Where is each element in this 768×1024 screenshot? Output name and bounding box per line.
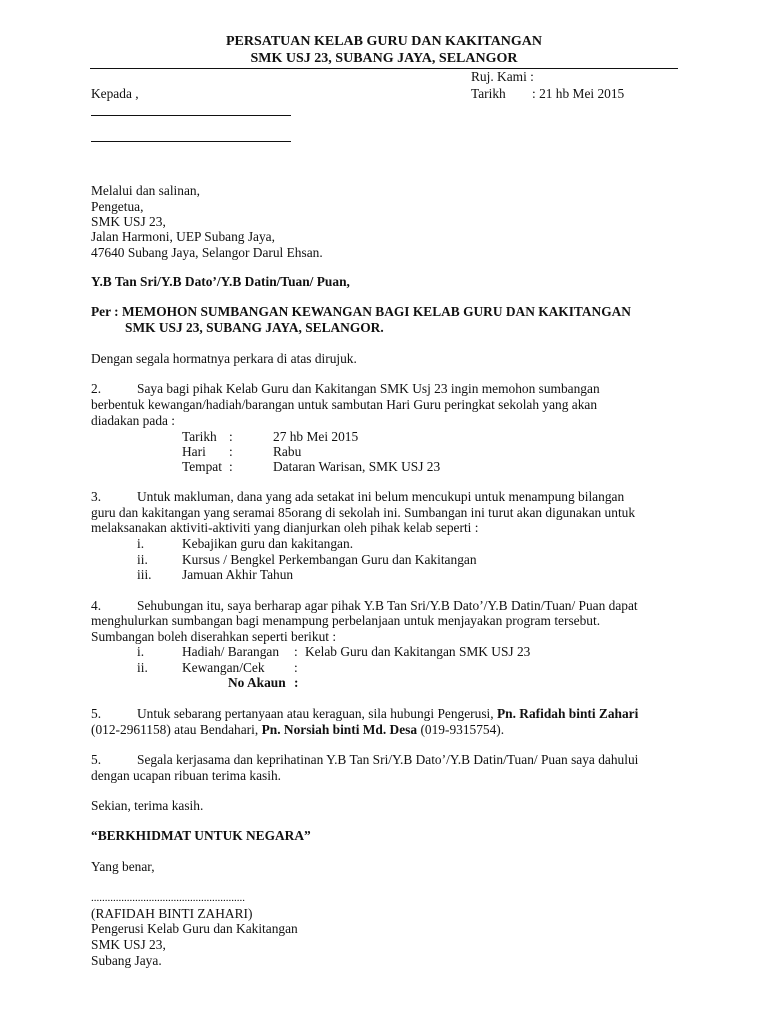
- salutation: Y.B Tan Sri/Y.B Dato’/Y.B Datin/Tuan/ Puan,: [91, 274, 350, 289]
- via-intro: Melalui dan salinan,: [91, 183, 200, 198]
- ref-ruj: Ruj. Kami :: [471, 69, 534, 84]
- signatory-school: SMK USJ 23,: [91, 937, 166, 952]
- treasurer-phone: (019-9315754).: [420, 722, 505, 737]
- subject-line2: SMK USJ 23, SUBANG JAYA, SELANGOR.: [125, 320, 384, 335]
- list-number: ii.: [137, 660, 148, 675]
- para5b-line1: Segala kerjasama dan keprihatinan Y.B Tan Sri/Y.B Dato’/Y.B Datin/Tuan/ Puan saya dahului: [137, 752, 639, 767]
- para5a-line1-text: Untuk sebarang pertanyaan atau keraguan, sila hubungi Pengerusi,: [137, 706, 494, 721]
- signatory-name: (RAFIDAH BINTI ZAHARI): [91, 906, 253, 921]
- para-number: 2.: [91, 381, 102, 396]
- treasurer-name: Pn. Norsiah binti Md. Desa: [261, 722, 418, 737]
- opening-line: Dengan segala hormatnya perkara di atas dirujuk.: [91, 351, 357, 366]
- address-blank-1: [91, 115, 291, 116]
- para5b-line2: dengan ucapan ribuan terima kasih.: [91, 768, 281, 783]
- motto: “BERKHIDMAT UNTUK NEGARA”: [91, 828, 311, 843]
- para3-line2: guru dan kakitangan yang seramai 85orang di sekolah ini. Sumbangan ini turut akan digunakan untuk: [91, 505, 636, 520]
- letterhead-line2: SMK USJ 23, SUBANG JAYA, SELANGOR: [250, 51, 518, 66]
- list-item: Kursus / Bengkel Perkembangan Guru dan Kakitangan: [182, 552, 477, 567]
- letterhead-line1: PERSATUAN KELAB GURU DAN KAKITANGAN: [225, 34, 543, 49]
- address-blank-2: [91, 141, 291, 142]
- via-line: Jalan Harmoni, UEP Subang Jaya,: [91, 229, 275, 244]
- signatory-city: Subang Jaya.: [91, 953, 162, 968]
- list-number: i.: [137, 644, 145, 659]
- para-number: 5.: [91, 706, 102, 721]
- para5a-line1: [137, 706, 638, 722]
- list-label: Hadiah/ Barangan: [182, 644, 280, 659]
- subject-line1: Per : MEMOHON SUMBANGAN KEWANGAN BAGI KELAB GURU DAN KAKITANGAN: [91, 304, 631, 319]
- list-value: Kelab Guru dan Kakitangan SMK USJ 23: [305, 644, 531, 659]
- para2-line1: Saya bagi pihak Kelab Guru dan Kakitangan SMK Usj 23 ingin memohon sumbangan: [137, 381, 600, 396]
- list-item: Jamuan Akhir Tahun: [182, 567, 294, 582]
- via-line: SMK USJ 23,: [91, 214, 166, 229]
- detail-sep: :: [229, 444, 233, 459]
- kepada-label: Kepada ,: [91, 86, 139, 101]
- chairperson-name: Pn. Rafidah binti Zahari: [496, 706, 639, 721]
- via-line: 47640 Subang Jaya, Selangor Darul Ehsan.: [91, 245, 323, 260]
- signature-line: ........................................................: [91, 892, 245, 904]
- para-number: 3.: [91, 489, 102, 504]
- para-number: 5.: [91, 752, 102, 767]
- list-number: iii.: [137, 567, 152, 582]
- list-sep: :: [294, 660, 298, 675]
- list-number: i.: [137, 536, 145, 551]
- para2-line3: diadakan pada :: [91, 413, 176, 428]
- list-sep: :: [294, 644, 298, 659]
- signatory-title: Pengerusi Kelab Guru dan Kakitangan: [91, 921, 298, 936]
- akaun-sep: :: [294, 675, 299, 690]
- detail-value: Rabu: [273, 444, 302, 459]
- tarikh-value: : 21 hb Mei 2015: [532, 86, 625, 101]
- para5a-line2: [91, 722, 504, 738]
- detail-sep: :: [229, 459, 233, 474]
- list-number: ii.: [137, 552, 148, 567]
- detail-label: Tempat: [182, 459, 222, 474]
- list-item: Kebajikan guru dan kakitangan.: [182, 536, 354, 551]
- detail-label: Tarikh: [182, 429, 217, 444]
- para-number: 4.: [91, 598, 102, 613]
- para3-line3: melaksanakan aktiviti-aktiviti yang dianjurkan oleh pihak kelab seperti :: [91, 520, 479, 535]
- para5a-line2-text: (012-2961158) atau Bendahari,: [91, 722, 259, 737]
- header-rule: [90, 68, 678, 69]
- akaun-label: No Akaun: [228, 675, 286, 690]
- list-label: Kewangan/Cek: [182, 660, 265, 675]
- detail-value: Dataran Warisan, SMK USJ 23: [273, 459, 441, 474]
- via-line: Pengetua,: [91, 199, 144, 214]
- closing-line: Sekian, terima kasih.: [91, 798, 204, 813]
- para4-line2: menghulurkan sumbangan bagi menampung perbelanjaan untuk menjayakan program tersebut.: [91, 613, 601, 628]
- para4-line1: Sehubungan itu, saya berharap agar pihak Y.B Tan Sri/Y.B Dato’/Y.B Datin/Tuan/ Puan dapat: [137, 598, 638, 613]
- para3-line1: Untuk makluman, dana yang ada setakat ini belum mencukupi untuk menampung bilangan: [137, 489, 625, 504]
- para4-line3: Sumbangan boleh diserahkan seperti berikut :: [91, 629, 337, 644]
- para2-line2: berbentuk kewangan/hadiah/barangan untuk sambutan Hari Guru peringkat sekolah yang akan: [91, 397, 598, 412]
- detail-value: 27 hb Mei 2015: [273, 429, 359, 444]
- detail-sep: :: [229, 429, 233, 444]
- detail-label: Hari: [182, 444, 206, 459]
- yours-faithfully: Yang benar,: [91, 859, 155, 874]
- tarikh-label: Tarikh: [471, 86, 506, 101]
